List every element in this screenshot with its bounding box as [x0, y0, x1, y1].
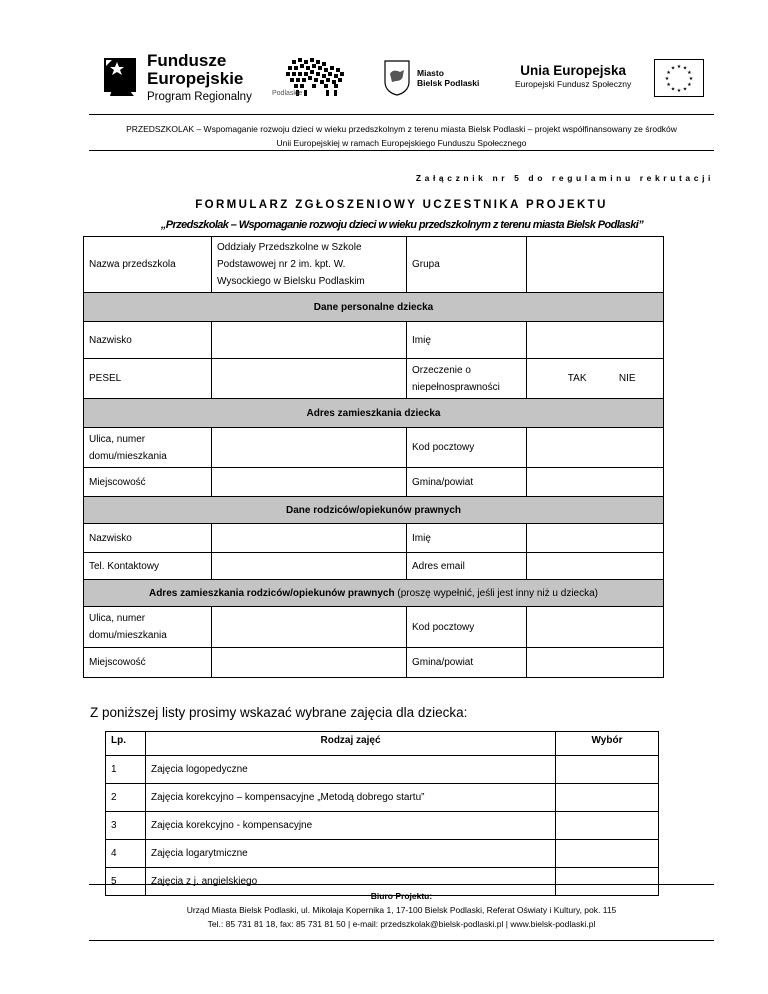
- pesel-label: PESEL: [84, 359, 212, 399]
- header-note-line1: PRZEDSZKOLAK – Wspomaganie rozwoju dzieci w wieku przedszkolnym z terenu miasta Bielsk Podlaski – projekt współfinansowany ze środków: [126, 124, 677, 134]
- section-parents-address-title: Adres zamieszkania rodziców/opiekunów prawnych: [148, 587, 395, 599]
- group-label: Grupa: [407, 237, 527, 293]
- bielsk-logo-line2: Bielsk Podlaski: [417, 78, 480, 89]
- svg-text:★: ★: [682, 65, 688, 72]
- activities-intro: Z poniższej listy prosimy wskazać wybrane zajęcia dla dziecka:: [90, 705, 468, 720]
- eu-flag-icon: [654, 59, 704, 97]
- parent-first-name-input[interactable]: [527, 524, 664, 553]
- activity-number: 2: [106, 784, 146, 812]
- child-county-input[interactable]: [527, 468, 664, 497]
- svg-text:★: ★: [687, 70, 692, 76]
- activities-col-type: Rodzaj zajęć: [146, 732, 556, 756]
- parent-email-input[interactable]: [527, 553, 664, 580]
- fe-logo-line1: Fundusze: [147, 51, 227, 70]
- activity-choice-cell[interactable]: [556, 840, 659, 868]
- footer-address: Urząd Miasta Bielsk Podlaski, ul. Mikołaja Kopernika 1, 17-100 Bielsk Podlaski, Referat Oświaty i Kultury, pok. 115: [186, 905, 617, 915]
- disability-yes-option[interactable]: TAK: [527, 359, 592, 399]
- svg-text:★: ★: [664, 76, 670, 82]
- activity-choice-cell[interactable]: [556, 784, 659, 812]
- activity-name: Zajęcia korekcyjno - kompensacyjne: [146, 812, 556, 840]
- svg-text:★: ★: [670, 86, 676, 93]
- child-surname-label: Nazwisko: [84, 322, 212, 359]
- fe-logo-line2: Europejskie: [147, 69, 244, 88]
- parent-city-input[interactable]: [212, 648, 407, 678]
- parent-street-label: Ulica, numer domu/mieszkania: [84, 607, 212, 648]
- parent-postal-input[interactable]: [527, 607, 664, 648]
- activity-name: Zajęcia logarytmiczne: [146, 840, 556, 868]
- header-note-line2: Unii Europejskiej w ramach Europejskiego Funduszu Społecznego: [276, 138, 527, 148]
- parent-street-input[interactable]: [212, 607, 407, 648]
- footer-top-rule: [89, 884, 714, 885]
- child-postal-label: Kod pocztowy: [407, 428, 527, 468]
- section-parents: Dane rodziców/opiekunów prawnych: [84, 497, 664, 524]
- fe-logo-line3: Program Regionalny: [147, 91, 252, 103]
- group-input[interactable]: [527, 237, 664, 293]
- bielsk-logo-line1: Miasto: [417, 68, 444, 78]
- child-city-input[interactable]: [212, 468, 407, 497]
- svg-text:★: ★: [688, 76, 694, 82]
- section-parents-address-note: (proszę wypełnić, jeśli jest inny niż u dziecka): [397, 587, 599, 599]
- activity-number: 5: [106, 868, 146, 896]
- activities-table: [105, 731, 659, 896]
- parent-county-label: Gmina/powiat: [407, 648, 527, 678]
- child-postal-input[interactable]: [527, 428, 664, 468]
- child-street-label: Ulica, numer domu/mieszkania: [84, 428, 212, 468]
- parent-county-input[interactable]: [527, 648, 664, 678]
- svg-text:★: ★: [676, 64, 682, 70]
- parent-first-name-label: Imię: [407, 524, 527, 553]
- project-title: „Przedszkolak – Wspomaganie rozwoju dzieci w wieku przedszkolnym z terenu miasta Bielsk Podlaski”: [160, 219, 644, 231]
- section-parents-address: [84, 580, 664, 607]
- activities-col-lp: Lp.: [106, 732, 146, 756]
- child-county-label: Gmina/powiat: [407, 468, 527, 497]
- svg-text:★: ★: [687, 82, 692, 88]
- svg-text:★: ★: [670, 65, 676, 72]
- parent-city-label: Miejscowość: [84, 648, 212, 678]
- parent-phone-input[interactable]: [212, 553, 407, 580]
- footer-contacts: Tel.: 85 731 81 18, fax: 85 731 81 50 | e-mail: przedszkolak@bielsk-podlaski.pl | www.bielsk-podlaski.pl: [207, 919, 596, 929]
- activity-name: Zajęcia korekcyjno – kompensacyjne „Metodą dobrego startu”: [146, 784, 556, 812]
- pesel-input[interactable]: [212, 359, 407, 399]
- fundusze-europejskie-logo-icon: [100, 52, 140, 98]
- school-value: Oddziały Przedszkolne w Szkole Podstawowej nr 2 im. kpt. W. Wysockiego w Bielsku Podlaskim: [212, 237, 407, 293]
- section-child-personal: Dane personalne dziecka: [84, 293, 664, 322]
- parent-phone-label: Tel. Kontaktowy: [84, 553, 212, 580]
- svg-text:★: ★: [666, 70, 671, 76]
- child-surname-input[interactable]: [212, 322, 407, 359]
- svg-text:★: ★: [666, 82, 671, 88]
- parent-postal-label: Kod pocztowy: [407, 607, 527, 648]
- footer-bottom-rule: [89, 940, 714, 941]
- school-label: Nazwa przedszkola: [84, 237, 212, 293]
- header-project-note: [89, 122, 714, 150]
- registration-form-table: [83, 236, 664, 678]
- footer-title: Biuro Projektu:: [370, 891, 433, 901]
- header-bottom-rule: [89, 150, 714, 151]
- bielsk-logo-text: [417, 68, 479, 88]
- activity-number: 3: [106, 812, 146, 840]
- parent-surname-input[interactable]: [212, 524, 407, 553]
- child-first-name-label: Imię: [407, 322, 527, 359]
- activity-number: 1: [106, 756, 146, 784]
- header-top-rule: [89, 114, 714, 115]
- disability-label: Orzeczenie o niepełnosprawności: [407, 359, 527, 399]
- activity-choice-cell[interactable]: [556, 756, 659, 784]
- footer: [89, 889, 714, 931]
- child-street-input[interactable]: [212, 428, 407, 468]
- svg-text:★: ★: [676, 88, 682, 94]
- activity-name: Zajęcia z j. angielskiego: [146, 868, 556, 896]
- ue-logo-text: [515, 63, 631, 89]
- disability-no-option[interactable]: NIE: [592, 359, 664, 399]
- form-title: FORMULARZ ZGŁOSZENIOWY UCZESTNIKA PROJEKTU: [195, 199, 608, 211]
- activity-choice-cell[interactable]: [556, 812, 659, 840]
- activity-name: Zajęcia logopedyczne: [146, 756, 556, 784]
- activities-col-choice: Wybór: [556, 732, 659, 756]
- ue-logo-line1: Unia Europejska: [520, 63, 627, 78]
- parent-surname-label: Nazwisko: [84, 524, 212, 553]
- podlaskie-logo-label: Podlaskie: [272, 90, 303, 97]
- svg-text:★: ★: [682, 86, 688, 93]
- attachment-label: Załącznik nr 5 do regulaminu rekrutacji: [415, 173, 714, 183]
- ue-logo-line2: Europejski Fundusz Społeczny: [515, 79, 632, 90]
- activity-number: 4: [106, 840, 146, 868]
- fundusze-europejskie-logo-text: [147, 52, 252, 104]
- bielsk-crest-icon: [384, 60, 410, 96]
- child-city-label: Miejscowość: [84, 468, 212, 497]
- section-child-address: Adres zamieszkania dziecka: [84, 399, 664, 428]
- child-first-name-input[interactable]: [527, 322, 664, 359]
- parent-email-label: Adres email: [407, 553, 527, 580]
